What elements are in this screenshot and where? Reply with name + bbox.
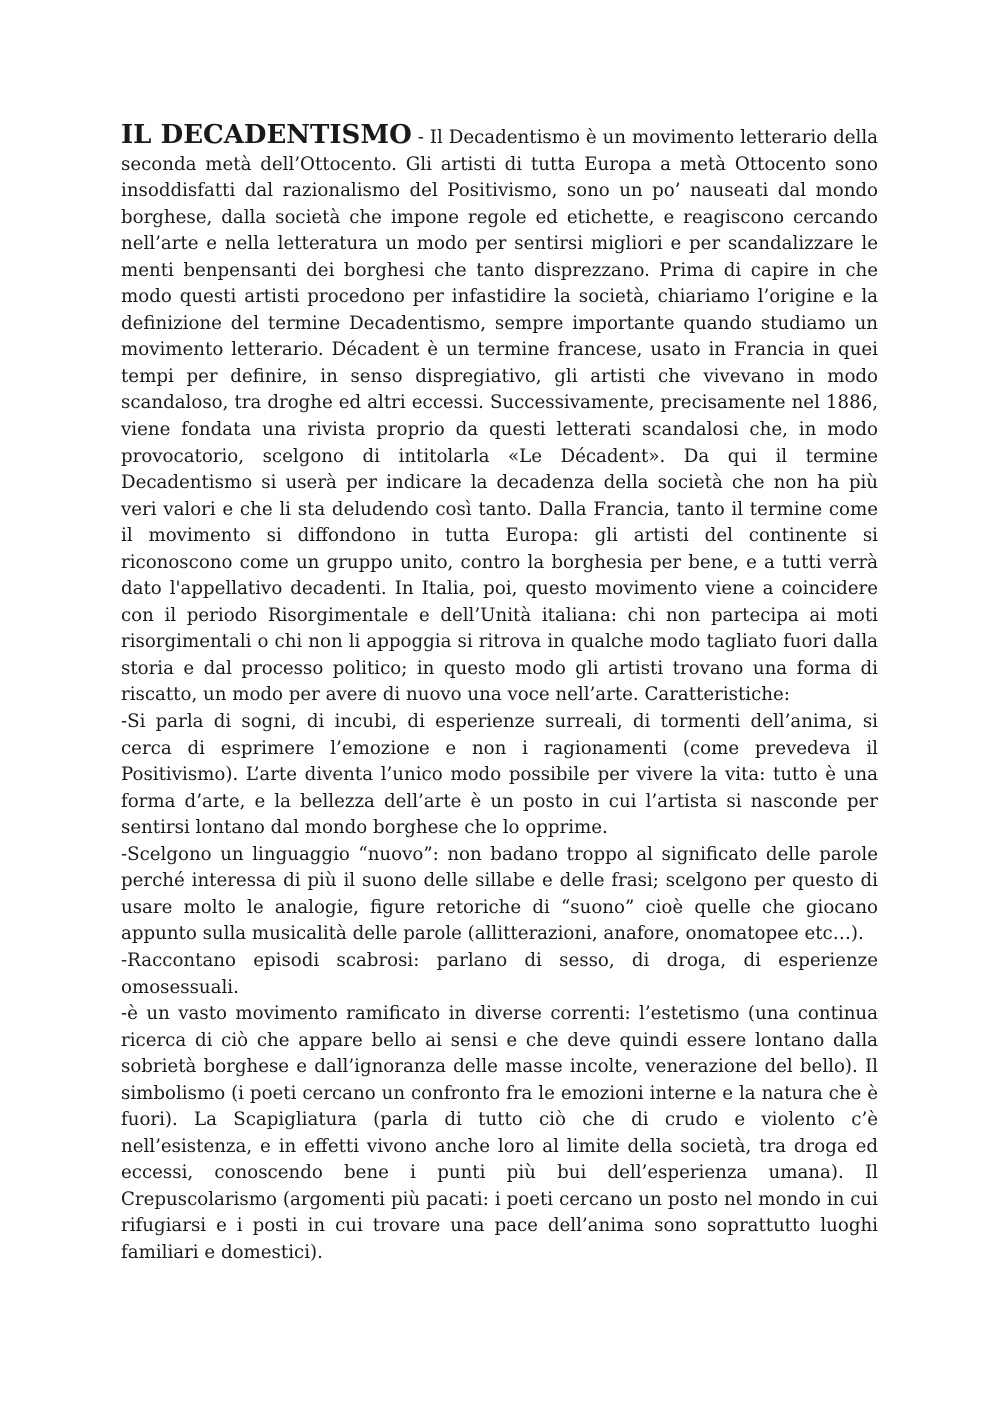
document-body	[121, 122, 878, 1267]
intro-paragraph	[121, 122, 878, 709]
document-title: IL DECADENTISMO	[121, 120, 412, 150]
characteristic-point-2: -Scelgono un linguaggio “nuovo”: non badano troppo al significato delle parole perché interessa di più il suono delle sillabe e delle frasi; scelgono per questo di usare molto le analogie, figure retoriche di “suono” cioè quelle che giocano appunto sulla musicalità delle parole (allitterazioni, anafore, onomatopee etc…).	[121, 843, 878, 945]
characteristic-point-3: -Raccontano episodi scabrosi: parlano di sesso, di droga, di esperienze omosessuali.	[121, 949, 878, 998]
intro-text: - Il Decadentismo è un movimento letterario della seconda metà dell’Ottocento. Gli artisti di tutta Europa a metà Ottocento sono insoddisfatti dal razionalismo del Positivismo, sono un po’ nauseati dal mondo borghese, dalla società che impone regole ed etichette, e reagiscono cercando nell’arte e nella letteratura un modo per sentirsi migliori e per scandalizzare le menti benpensanti dei borghesi che tanto disprezzano. Prima di capire in che modo questi artisti procedono per infastidire la società, chiariamo l’origine e la definizione del termine Decadentismo, sempre importante quando studiamo un movimento letterario. Décadent è un termine francese, usato in Francia in quei tempi per definire, in senso dispregiativo, gli artisti che vivevano in modo scandaloso, tra droghe ed altri eccessi. Successivamente, precisamente nel 1886, viene fondata una rivista proprio da questi letterati scandalosi che, in modo provocatorio, scelgono di intitolarla «Le Décadent». Da qui il termine Decadentismo si userà per indicare la decadenza della società che non ha più veri valori e che li sta deludendo così tanto. Dalla Francia, tanto il termine come il movimento si diffondono in tutta Europa: gli artisti del continente si riconoscono come un gruppo unito, contro la borghesia per bene, e a tutti verrà dato l'appellativo decadenti. In Italia, poi, questo movimento viene a coincidere con il periodo Risorgimentale e dell’Unità italiana: chi non partecipa ai moti risorgimentali o chi non li appoggia si ritrova in qualche modo tagliato fuori dalla storia e dal processo politico; in questo modo gli artisti trovano una forma di riscatto, un modo per avere di nuovo una voce nell’arte. Caratteristiche:	[121, 127, 878, 706]
characteristic-point-1: -Si parla di sogni, di incubi, di esperienze surreali, di tormenti dell’anima, si cerca di esprimere l’emozione e non i ragionamenti (come prevedeva il Positivismo). L’arte diventa l’unico modo possibile per vivere la vita: tutto è una forma d’arte, e la bellezza dell’arte è un posto in cui l’artista si nasconde per sentirsi lontano dal mondo borghese che lo opprime.	[121, 711, 878, 839]
characteristic-point-4: -è un vasto movimento ramificato in diverse correnti: l’estetismo (una continua ricerca di ciò che appare bello ai sensi e che deve quindi essere lontano dalla sobrietà borghese e dall’ignoranza delle masse incolte, venerazione del bello). Il simbolismo (i poeti cercano un confronto fra le emozioni interne e la natura che è fuori). La Scapigliatura (parla di tutto ciò che di crudo e violento c’è nell’esistenza, e in effetti vivono anche loro al limite della società, tra droga ed eccessi, conoscendo bene i punti più bui dell’esperienza umana). Il Crepuscolarismo (argomenti più pacati: i poeti cercano un posto nel mondo in cui rifugiarsi e i posti in cui trovare una pace dell’anima sono soprattutto luoghi familiari e domestici).	[121, 1003, 878, 1263]
